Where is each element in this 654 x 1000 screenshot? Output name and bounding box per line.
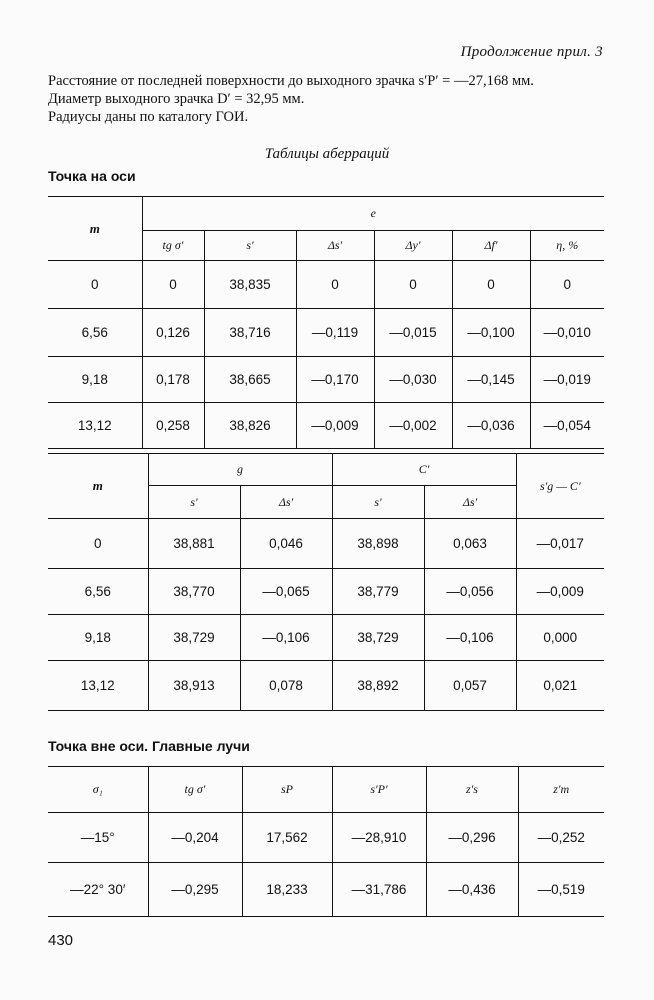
cell: —0,056 <box>424 569 516 615</box>
col-m-header: m <box>48 454 148 519</box>
cell: —0,054 <box>530 403 604 449</box>
cell: 0 <box>530 261 604 309</box>
cell: —31,786 <box>332 863 426 917</box>
table-row <box>48 569 604 615</box>
intro-line-3: Радиусы даны по каталогу ГОИ. <box>48 109 249 125</box>
cell: —0,036 <box>452 403 530 449</box>
col-header: z′m <box>518 767 604 813</box>
page-number: 430 <box>48 932 74 949</box>
table-row <box>48 403 604 449</box>
cell: 38,770 <box>148 569 240 615</box>
cell: —0,170 <box>296 357 374 403</box>
cell: 0 <box>142 261 204 309</box>
col-header: tg σ′ <box>148 767 242 813</box>
cell: 38,729 <box>332 615 424 661</box>
cell: 38,898 <box>332 519 424 569</box>
principal-rays-table <box>48 766 604 917</box>
cell: 9,18 <box>48 615 148 661</box>
aberration-table-g-c <box>48 453 604 711</box>
col-header: s′ <box>204 231 296 261</box>
cell: —0,252 <box>518 813 604 863</box>
col-m-header: m <box>48 197 142 261</box>
col-header: tg σ′ <box>142 231 204 261</box>
col-header: s′P′ <box>332 767 426 813</box>
cell: 0 <box>374 261 452 309</box>
col-header: Δs′ <box>424 486 516 519</box>
cell: 0,063 <box>424 519 516 569</box>
intro-line-2: Диаметр выходного зрачка D′ = 32,95 мм. <box>48 91 305 107</box>
col-header: σ₁ <box>48 767 148 813</box>
col-header: sP <box>242 767 332 813</box>
cell: —0,030 <box>374 357 452 403</box>
cell: 38,913 <box>148 661 240 711</box>
col-header: Δf′ <box>452 231 530 261</box>
col-header: Δs′ <box>296 231 374 261</box>
cell: —15° <box>48 813 148 863</box>
cell: 38,826 <box>204 403 296 449</box>
table-row <box>48 661 604 711</box>
table-row <box>48 357 604 403</box>
cell: 38,665 <box>204 357 296 403</box>
cell: —0,204 <box>148 813 242 863</box>
cell: —0,436 <box>426 863 518 917</box>
cell: 0 <box>48 519 148 569</box>
col-header: s′ <box>148 486 240 519</box>
running-header: Продолжение прил. 3 <box>460 44 603 60</box>
cell: —0,009 <box>516 569 604 615</box>
cell: 38,716 <box>204 309 296 357</box>
col-header: Δy′ <box>374 231 452 261</box>
cell: 6,56 <box>48 309 142 357</box>
cell: —0,106 <box>240 615 332 661</box>
cell: 38,835 <box>204 261 296 309</box>
aberration-table-e <box>48 196 604 449</box>
intro-line-1: Расстояние от последней поверхности до выходного зрачка s′P′ = —27,168 мм. <box>48 73 534 89</box>
group-g-header: g <box>148 454 332 486</box>
cell: —0,145 <box>452 357 530 403</box>
cell: 0,078 <box>240 661 332 711</box>
cell: 0 <box>48 261 142 309</box>
cell: 38,892 <box>332 661 424 711</box>
table-row <box>48 309 604 357</box>
cell: —0,019 <box>530 357 604 403</box>
cell: —0,009 <box>296 403 374 449</box>
intro-text <box>48 72 534 126</box>
col-header: s′ <box>332 486 424 519</box>
cell: 6,56 <box>48 569 148 615</box>
cell: —0,119 <box>296 309 374 357</box>
cell: 0,057 <box>424 661 516 711</box>
subheading-off-axis: Точка вне оси. Главные лучи <box>48 738 250 754</box>
cell: —0,015 <box>374 309 452 357</box>
subheading-on-axis: Точка на оси <box>48 168 136 184</box>
cell: 0 <box>296 261 374 309</box>
cell: —0,065 <box>240 569 332 615</box>
cell: 13,12 <box>48 403 142 449</box>
cell: —0,295 <box>148 863 242 917</box>
cell: —0,017 <box>516 519 604 569</box>
group-c-header: C′ <box>332 454 516 486</box>
cell: 38,881 <box>148 519 240 569</box>
table-row <box>48 863 604 917</box>
cell: 0,258 <box>142 403 204 449</box>
col-header: Δs′ <box>240 486 332 519</box>
cell: 18,233 <box>242 863 332 917</box>
cell: 0,021 <box>516 661 604 711</box>
col-header: z′s <box>426 767 518 813</box>
col-header: η, % <box>530 231 604 261</box>
cell: 0 <box>452 261 530 309</box>
cell: —0,296 <box>426 813 518 863</box>
cell: 0,126 <box>142 309 204 357</box>
group-e-header: e <box>142 197 604 231</box>
cell: —0,100 <box>452 309 530 357</box>
table-row <box>48 261 604 309</box>
cell: —28,910 <box>332 813 426 863</box>
cell: 17,562 <box>242 813 332 863</box>
cell: —0,010 <box>530 309 604 357</box>
col-sg-minus-c-header: s′g — C′ <box>516 454 604 519</box>
cell: 0,046 <box>240 519 332 569</box>
cell: 13,12 <box>48 661 148 711</box>
cell: 0,000 <box>516 615 604 661</box>
cell: 38,729 <box>148 615 240 661</box>
table-row <box>48 615 604 661</box>
cell: —0,106 <box>424 615 516 661</box>
cell: —0,002 <box>374 403 452 449</box>
section-title: Таблицы аберраций <box>264 146 390 162</box>
cell: —0,519 <box>518 863 604 917</box>
cell: 38,779 <box>332 569 424 615</box>
table-row <box>48 519 604 569</box>
cell: 0,178 <box>142 357 204 403</box>
cell: 9,18 <box>48 357 142 403</box>
table-row <box>48 813 604 863</box>
cell: —22° 30′ <box>48 863 148 917</box>
